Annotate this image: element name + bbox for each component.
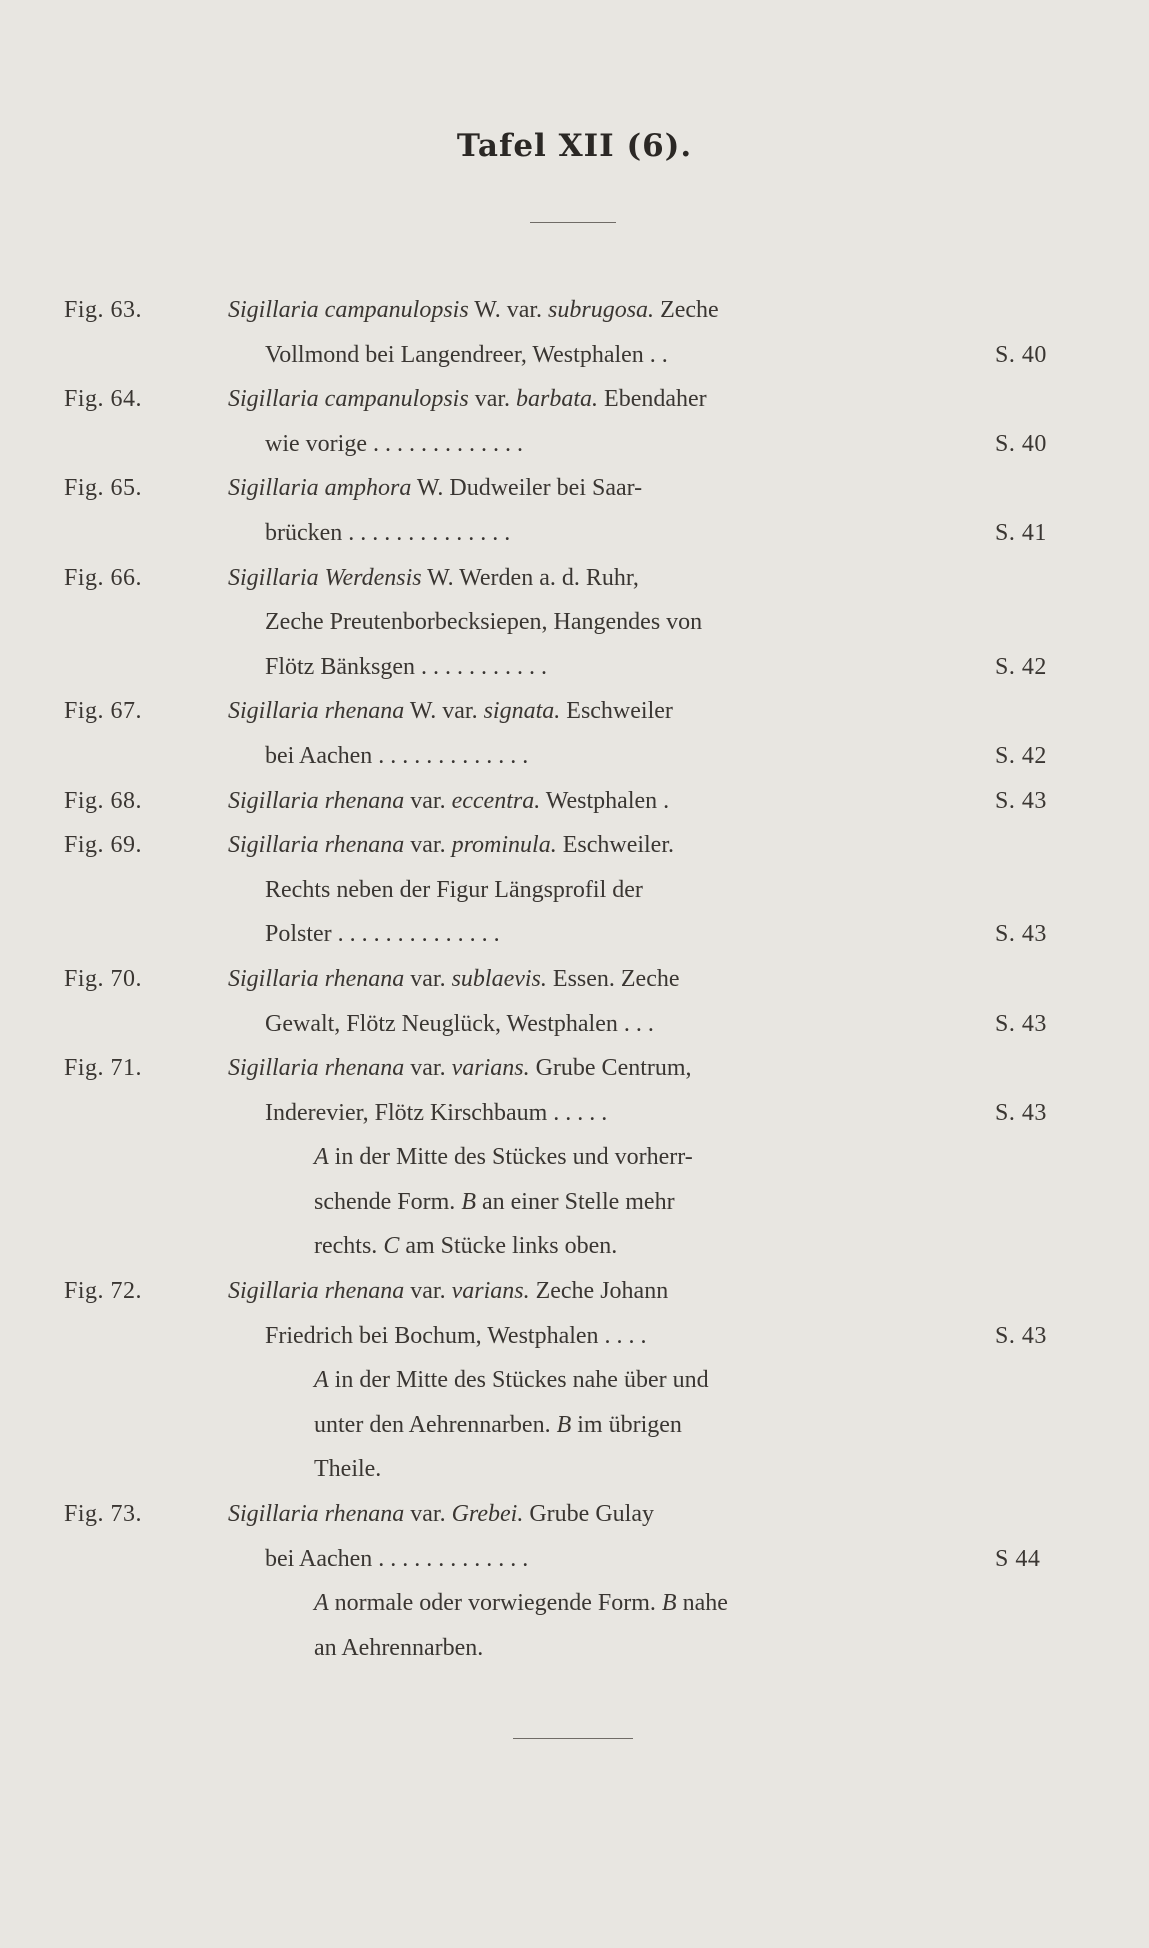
entry-line (0, 957, 1149, 1002)
text: Ebendaher (598, 386, 707, 413)
plate-title: Tafel XII (6). (456, 128, 693, 164)
italic-text: varians. (451, 1055, 530, 1082)
figure-note (314, 1447, 381, 1492)
entry-line (0, 1537, 1149, 1582)
figure-description (228, 689, 673, 734)
entry-line (0, 1269, 1149, 1314)
entry-line (0, 1314, 1149, 1359)
entry-line (0, 556, 1149, 601)
italic-text: A (314, 1590, 329, 1617)
italic-text: Sigillaria rhenana (228, 1501, 405, 1528)
text: Inderevier, Flötz Kirschbaum . . . . . (265, 1099, 608, 1126)
text: var. (404, 1501, 452, 1528)
text: Vollmond bei Langendreer, Westphalen . . (265, 341, 668, 368)
italic-text: Sigillaria Werdensis (228, 564, 422, 591)
text: nahe (676, 1590, 728, 1617)
text: bei Aachen . . . . . . . . . . . . . (265, 742, 529, 769)
italic-text: Sigillaria rhenana (228, 965, 405, 992)
page-reference: S. 43 (995, 1099, 1047, 1126)
text: in der Mitte des Stückes und vorherr- (328, 1144, 693, 1171)
figure-number: Fig. 72. (64, 1278, 143, 1305)
italic-text: B (661, 1590, 677, 1617)
figure-description (228, 823, 674, 868)
italic-text: Sigillaria rhenana (228, 832, 405, 859)
page-reference: S. 42 (995, 653, 1047, 680)
italic-text: subrugosa. (548, 297, 655, 323)
entry-line (0, 779, 1149, 824)
text: Eschweiler. (556, 832, 674, 859)
figure-description (228, 779, 669, 824)
figure-description (228, 556, 639, 601)
figure-description (265, 333, 668, 378)
italic-text: Grebei. (451, 1501, 524, 1528)
figure-number: Fig. 64. (64, 386, 143, 413)
text: var. (404, 832, 452, 859)
text: Westphalen . (540, 787, 670, 814)
figure-description (228, 288, 719, 333)
figure-number: Fig. 67. (64, 698, 143, 725)
figure-number: Fig. 65. (64, 475, 143, 502)
text: Theile. (314, 1456, 382, 1483)
text: Essen. Zeche (546, 965, 680, 992)
figure-note (314, 1581, 728, 1626)
italic-text: Sigillaria amphora (228, 475, 412, 502)
entry-line (0, 734, 1149, 779)
text: var. (404, 1055, 452, 1082)
italic-text: sublaevis. (451, 965, 547, 992)
entry-line (0, 1091, 1149, 1136)
figure-description (265, 1091, 607, 1136)
page-reference: S. 41 (995, 519, 1047, 546)
figure-description (228, 957, 680, 1002)
entry-line (0, 600, 1149, 645)
entry-line (0, 511, 1149, 556)
text: in der Mitte des Stückes nahe über und (328, 1367, 709, 1394)
text: Rechts neben der Figur Längsprofil der (265, 876, 643, 903)
text: Zeche (654, 297, 719, 323)
entry-line (0, 1626, 1149, 1671)
page-reference: S. 42 (995, 742, 1047, 769)
text: im übrigen (571, 1411, 682, 1438)
figure-note (314, 1358, 709, 1403)
italic-text: B (556, 1411, 572, 1438)
entry-line (0, 1224, 1149, 1269)
italic-text: varians. (451, 1278, 530, 1305)
figure-description (265, 645, 547, 690)
entry-line (0, 1581, 1149, 1626)
italic-text: C (383, 1233, 400, 1260)
text: W. var. (404, 698, 484, 725)
top-divider (530, 222, 616, 223)
page-reference: S. 43 (995, 787, 1047, 814)
figure-description (228, 1046, 692, 1091)
italic-text: B (461, 1188, 476, 1215)
text: var. (404, 787, 452, 814)
figure-description (265, 511, 510, 556)
figure-number: Fig. 70. (64, 965, 143, 992)
page-reference: S. 43 (995, 1010, 1047, 1037)
italic-text: Sigillaria rhenana (228, 1278, 405, 1305)
italic-text: A (314, 1144, 329, 1171)
text: var. (468, 386, 517, 413)
italic-text: A (314, 1367, 329, 1394)
figure-number: Fig. 66. (64, 564, 143, 591)
text: Grube Gulay (523, 1501, 654, 1528)
figure-description (228, 1492, 654, 1537)
italic-text: Sigillaria campanulopsis (228, 297, 469, 323)
italic-text: barbata. (516, 386, 599, 413)
text: schende Form. (314, 1188, 462, 1215)
text: normale oder vorwiegende Form. (328, 1590, 662, 1617)
entry-line (0, 1403, 1149, 1448)
text: Zeche Preutenborbecksiepen, Hangendes von (265, 609, 703, 636)
figure-note (314, 1403, 682, 1448)
entry-line (0, 1180, 1149, 1225)
figure-number: Fig. 69. (64, 832, 143, 859)
figure-description (228, 377, 707, 422)
entry-line (0, 1046, 1149, 1091)
text: Friedrich bei Bochum, Westphalen . . . . (265, 1322, 647, 1349)
text: an einer Stelle mehr (475, 1188, 675, 1215)
entry-line (0, 1358, 1149, 1403)
italic-text: Sigillaria rhenana (228, 698, 405, 725)
figure-description (265, 868, 643, 913)
text: rechts. (314, 1233, 384, 1260)
figure-note (314, 1180, 675, 1225)
entry-line (0, 466, 1149, 511)
figure-note (314, 1135, 693, 1180)
text: var. (404, 1278, 452, 1305)
page-reference: S. 40 (995, 430, 1047, 457)
entry-line (0, 422, 1149, 467)
entry-line (0, 689, 1149, 734)
text: Polster . . . . . . . . . . . . . . (265, 921, 500, 948)
text: Eschweiler (560, 698, 673, 725)
figure-description (265, 600, 702, 645)
text: wie vorige . . . . . . . . . . . . . (265, 430, 523, 457)
text: brücken . . . . . . . . . . . . . . (265, 519, 511, 546)
text: W. Werden a. d. Ruhr, (421, 564, 639, 591)
entry-line (0, 1492, 1149, 1537)
figure-description (265, 734, 528, 779)
text: an Aehrennarben. (314, 1634, 484, 1661)
text: var. (404, 965, 452, 992)
entry-line (0, 333, 1149, 378)
entry-line (0, 868, 1149, 913)
italic-text: Sigillaria rhenana (228, 1055, 405, 1082)
italic-text: Sigillaria rhenana (228, 787, 405, 814)
figure-number: Fig. 63. (64, 297, 143, 323)
text: Flötz Bänksgen . . . . . . . . . . . (265, 653, 547, 680)
entry-line (0, 377, 1149, 422)
text: Zeche Johann (529, 1278, 669, 1305)
entry-line (0, 912, 1149, 957)
entry-line (0, 823, 1149, 868)
figure-number: Fig. 73. (64, 1501, 143, 1528)
italic-text: prominula. (451, 832, 557, 859)
text: W. Dudweiler bei Saar- (411, 475, 643, 502)
figure-description (228, 466, 642, 511)
text: unter den Aehrennarben. (314, 1411, 557, 1438)
text: W. var. (468, 297, 549, 323)
figure-description (228, 1269, 668, 1314)
entry-line (0, 645, 1149, 690)
figure-description (265, 422, 523, 467)
figure-number: Fig. 68. (64, 787, 143, 814)
entry-line (0, 1002, 1149, 1047)
italic-text: Sigillaria campanulopsis (228, 386, 469, 413)
text: Grube Centrum, (529, 1055, 692, 1082)
figure-number: Fig. 71. (64, 1055, 143, 1082)
entry-line (0, 1447, 1149, 1492)
italic-text: eccentra. (451, 787, 541, 814)
text: Gewalt, Flötz Neuglück, Westphalen . . . (265, 1010, 654, 1037)
text: bei Aachen . . . . . . . . . . . . . (265, 1545, 529, 1572)
figure-note (314, 1626, 483, 1671)
figure-description (265, 912, 500, 957)
page-reference: S. 40 (995, 341, 1047, 368)
entry-line (0, 288, 1149, 333)
figure-description (265, 1002, 654, 1047)
text: am Stücke links oben. (399, 1233, 618, 1260)
page-reference: S 44 (995, 1545, 1041, 1572)
bottom-divider (513, 1738, 633, 1739)
figure-list (0, 288, 1149, 1670)
page-reference: S. 43 (995, 921, 1047, 948)
page-reference: S. 43 (995, 1322, 1047, 1349)
figure-description (265, 1314, 647, 1359)
entry-line (0, 1135, 1149, 1180)
italic-text: signata. (483, 698, 561, 725)
figure-note (314, 1224, 617, 1269)
figure-description (265, 1537, 528, 1582)
